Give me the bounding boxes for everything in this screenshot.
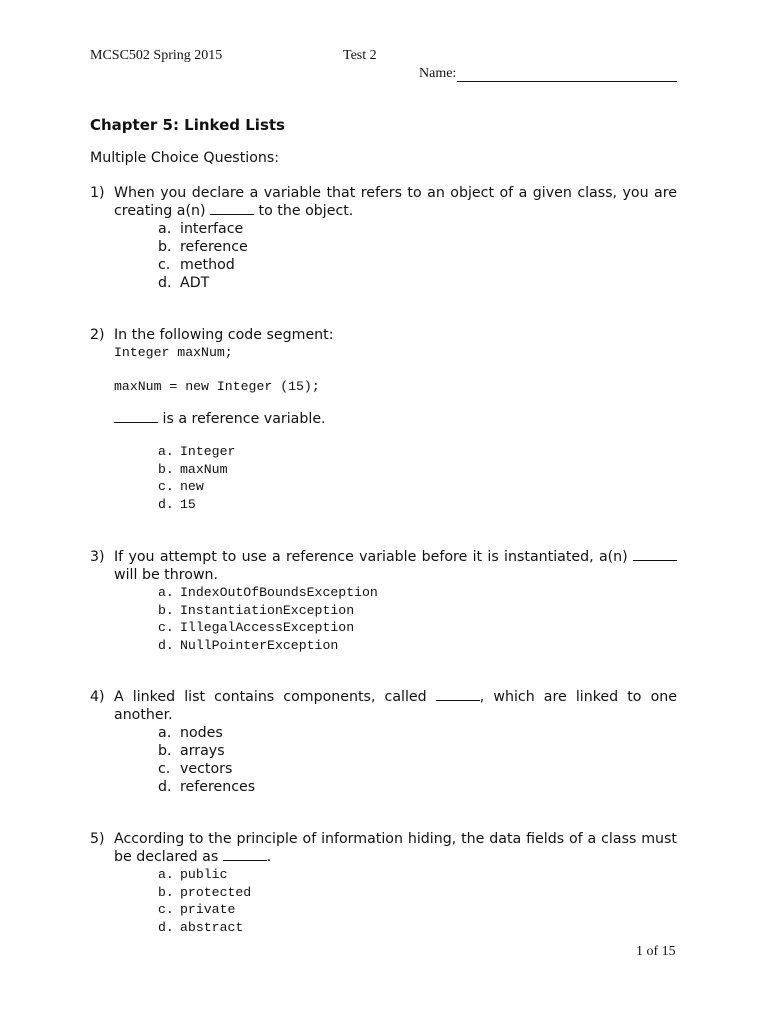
- question-stem: If you attempt to use a reference variable before it is instantiated, a(n) will be thrown.: [114, 548, 677, 584]
- option-d: d. 15: [158, 496, 196, 512]
- answer-blank: [210, 202, 254, 215]
- option-b: b. reference: [158, 239, 248, 255]
- name-label: Name:: [419, 66, 457, 81]
- question-stem: When you declare a variable that refers to an object of a given class, you are creating a(n) to the object.: [114, 185, 677, 219]
- question-number: 2): [90, 327, 105, 343]
- options-list: [158, 724, 677, 796]
- option-c: c. new: [158, 479, 204, 495]
- course-label: MCSC502 Spring 2015: [90, 48, 223, 63]
- option-a: a. nodes: [158, 725, 223, 741]
- question-number: 3): [90, 549, 105, 565]
- option-a: a. interface: [158, 221, 244, 237]
- options-list: [158, 220, 677, 292]
- question-1: [90, 184, 677, 292]
- code-line: Integer maxNum;: [114, 345, 233, 360]
- option-d: d. abstract: [158, 919, 244, 935]
- option-a: a. public: [158, 867, 228, 882]
- question-number: 5): [90, 831, 105, 847]
- option-a: a. Integer: [158, 444, 236, 459]
- question-stem: A linked list contains components, called , which are linked to one another.: [114, 689, 677, 723]
- option-b: b. maxNum: [158, 461, 228, 477]
- name-field: [419, 66, 677, 82]
- question-stem: According to the principle of information hiding, the data fields of a class must be declared as .: [114, 831, 677, 865]
- option-d: d. ADT: [158, 275, 210, 291]
- answer-blank: [114, 410, 158, 423]
- answer-blank: [436, 688, 480, 701]
- name-blank-line: [457, 67, 677, 82]
- question-2: [90, 326, 677, 513]
- option-b: b. InstantiationException: [158, 602, 355, 618]
- answer-blank: [633, 548, 677, 561]
- answer-blank: [223, 848, 267, 861]
- option-c: c. method: [158, 257, 235, 273]
- question-stem-continued: is a reference variable.: [114, 410, 677, 428]
- question-4: [90, 688, 677, 796]
- option-c: c. vectors: [158, 761, 233, 777]
- question-5: [90, 830, 677, 936]
- option-d: d. references: [158, 779, 256, 795]
- question-number: 4): [90, 689, 105, 705]
- code-line: maxNum = new Integer (15);: [114, 379, 320, 394]
- option-b: b. protected: [158, 884, 252, 900]
- option-c: c. private: [158, 902, 236, 918]
- option-b: b. arrays: [158, 743, 225, 759]
- option-c: c. IllegalAccessException: [158, 620, 355, 636]
- chapter-title: Chapter 5: Linked Lists: [90, 116, 285, 134]
- question-stem: In the following code segment:: [114, 327, 334, 343]
- question-number: 1): [90, 185, 105, 201]
- option-a: a. IndexOutOfBoundsException: [158, 585, 378, 600]
- options-list: [158, 443, 677, 513]
- option-d: d. NullPointerException: [158, 637, 339, 653]
- options-list: [158, 866, 677, 936]
- question-3: [90, 548, 677, 654]
- section-title: Multiple Choice Questions:: [90, 150, 280, 166]
- page-number: 1 of 15: [636, 944, 676, 959]
- options-list: [158, 584, 677, 654]
- test-label: Test 2: [343, 48, 377, 63]
